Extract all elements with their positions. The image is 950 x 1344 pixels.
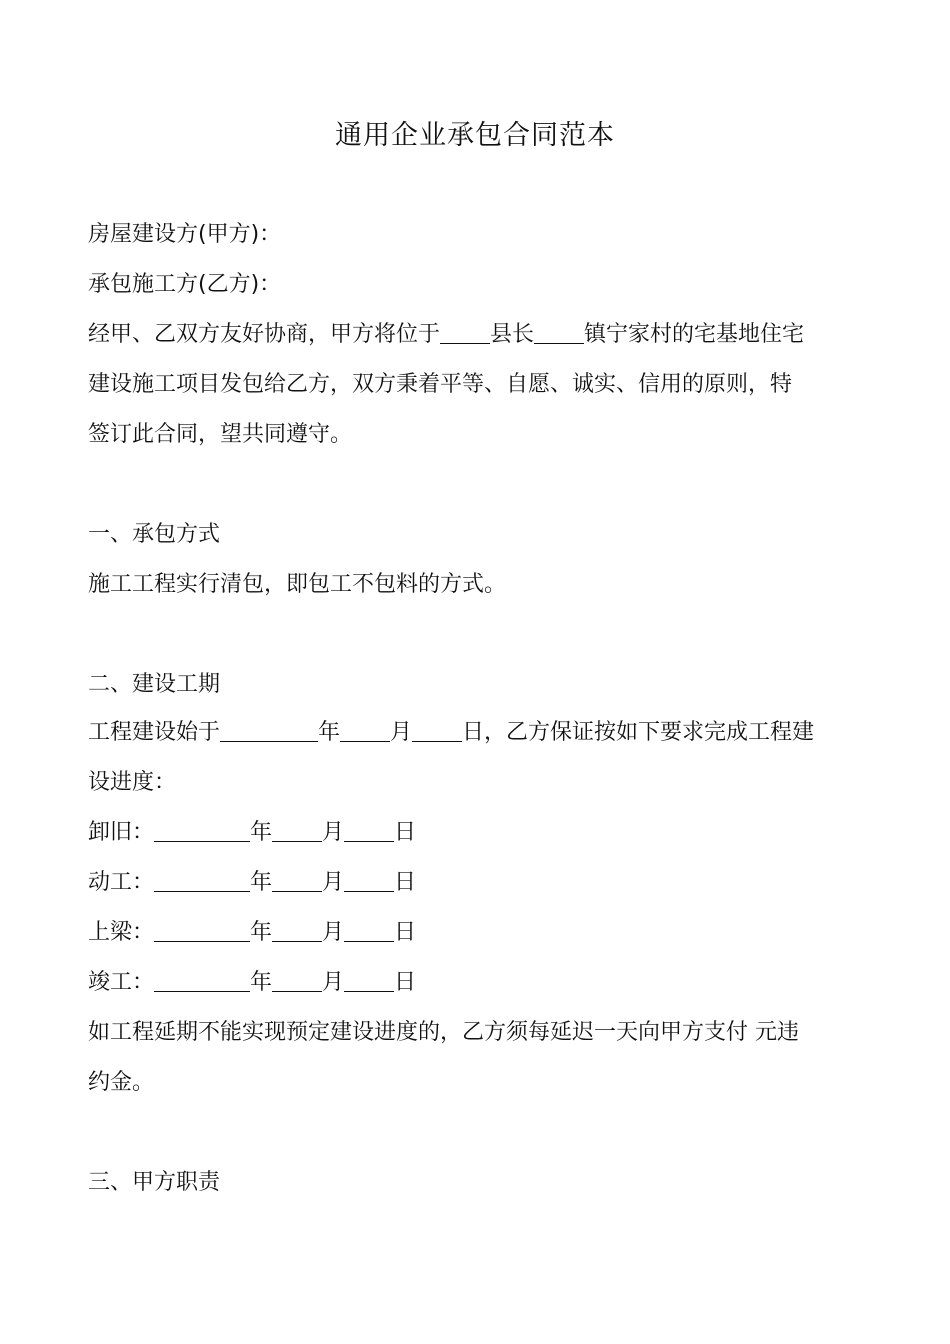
start-day-blank: [412, 741, 462, 742]
intro-text-1a: 经甲、乙双方友好协商，甲方将位于: [88, 322, 441, 347]
intro-text-1c: 镇宁家村的宅基地住宅: [584, 322, 805, 347]
start-year-blank: [220, 741, 318, 742]
start-date-line-2: 设进度：: [88, 770, 177, 795]
milestone-year-label: 年: [250, 970, 273, 995]
penalty-line-2: 约金。: [88, 1070, 155, 1095]
milestone-day-blank: [344, 991, 394, 992]
party-b-line: 承包施工方(乙方)：: [88, 272, 282, 297]
milestone-month-blank: [272, 841, 322, 842]
penalty-line-1: 如工程延期不能实现预定建设进度的，乙方须每延迟一天向甲方支付 元违: [88, 1020, 799, 1045]
section-2-heading: 二、建设工期: [88, 672, 221, 697]
start-year-label: 年: [318, 720, 341, 745]
milestone-year-label: 年: [250, 870, 273, 895]
milestone-year-blank: [154, 991, 250, 992]
milestone-label: 动工：: [88, 870, 155, 895]
milestone-month-label: 月: [322, 920, 345, 945]
milestone-month-label: 月: [322, 820, 345, 845]
milestone-month-blank: [272, 941, 322, 942]
section-1-heading: 一、承包方式: [88, 522, 221, 547]
town-blank: [534, 343, 584, 344]
milestone-year-blank: [154, 941, 250, 942]
start-date-label: 工程建设始于: [88, 720, 221, 745]
milestone-label: 竣工：: [88, 970, 155, 995]
party-a-line: 房屋建设方(甲方)：: [88, 222, 282, 247]
milestone-day-label: 日: [394, 870, 417, 895]
milestone-day-blank: [344, 941, 394, 942]
milestone-row: [88, 858, 878, 908]
intro-line-3: 签订此合同，望共同遵守。: [88, 422, 353, 447]
start-day-rest: 日，乙方保证按如下要求完成工程建: [462, 720, 815, 745]
intro-line-1: [88, 310, 878, 360]
milestone-label: 卸旧：: [88, 820, 155, 845]
section-1-body: 施工工程实行清包，即包工不包料的方式。: [88, 572, 507, 597]
start-month-blank: [340, 741, 390, 742]
document-title: 通用企业承包合同范本: [335, 120, 615, 151]
milestone-year-label: 年: [250, 820, 273, 845]
milestone-month-label: 月: [322, 870, 345, 895]
milestone-row: [88, 908, 878, 958]
milestone-label: 上梁：: [88, 920, 155, 945]
section-3-heading: 三、甲方职责: [88, 1170, 221, 1195]
intro-line-2: 建设施工项目发包给乙方，双方秉着平等、自愿、诚实、信用的原则，特: [88, 372, 793, 397]
milestone-month-blank: [272, 891, 322, 892]
milestone-row: [88, 808, 878, 858]
start-month-label: 月: [390, 720, 413, 745]
milestone-day-label: 日: [394, 820, 417, 845]
milestone-day-blank: [344, 891, 394, 892]
milestone-day-label: 日: [394, 920, 417, 945]
milestone-day-label: 日: [394, 970, 417, 995]
milestone-month-blank: [272, 991, 322, 992]
intro-text-1b: 县长: [490, 322, 535, 347]
milestone-year-blank: [154, 841, 250, 842]
milestone-year-blank: [154, 891, 250, 892]
milestone-month-label: 月: [322, 970, 345, 995]
milestone-day-blank: [344, 841, 394, 842]
milestone-year-label: 年: [250, 920, 273, 945]
county-blank: [440, 343, 490, 344]
start-date-line: [88, 708, 878, 758]
milestone-row: [88, 958, 878, 1008]
